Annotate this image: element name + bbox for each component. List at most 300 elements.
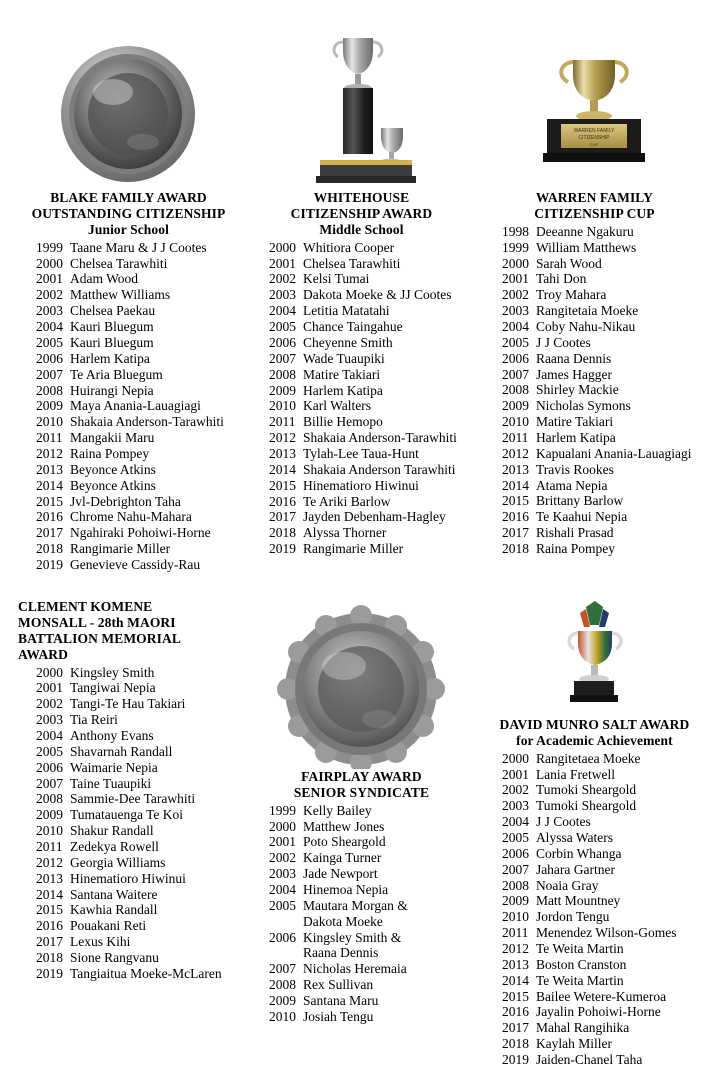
entry-name: Kapualani Anania-Lauagiagi [535, 445, 692, 461]
entry-name: Noaia Gray [535, 877, 599, 893]
entry-name: Taane Maru & J J Cootes [70, 239, 207, 255]
list-item [502, 509, 705, 525]
entry-name: Jade Newport [302, 866, 378, 882]
entry-year: 2003 [268, 866, 296, 882]
list-item [502, 398, 705, 414]
list-item [502, 240, 705, 256]
row-spacer [12, 573, 711, 599]
entry-name: Te Weita Martin [535, 940, 624, 956]
entry-year: 2016 [501, 509, 529, 525]
entry-name: Menendez Wilson-Gomes [535, 925, 677, 941]
list-item [36, 446, 239, 462]
list-item [36, 335, 239, 351]
entry-name: Santana Waitere [70, 886, 158, 902]
list-item [269, 240, 472, 256]
entry-year: 2019 [36, 965, 63, 981]
entry-year: 2004 [501, 814, 529, 830]
entry-year: 2002 [36, 287, 63, 303]
list-item [502, 814, 705, 830]
list-item [36, 414, 239, 430]
entry-year: 2006 [501, 350, 529, 366]
colourful-cup-trophy-icon [484, 599, 705, 717]
entry-name: Shavarnah Randall [70, 743, 173, 759]
list-item [36, 855, 239, 871]
list-item [36, 934, 239, 950]
list-item [502, 382, 705, 398]
entry-name: Jaiden-Chanel Taha [535, 1051, 643, 1067]
award-column-blake [12, 10, 245, 573]
entry-name: Harlem Katipa [535, 430, 616, 446]
svg-text:CITIZENSHIP: CITIZENSHIP [578, 135, 610, 141]
entry-name: Brittany Barlow [535, 493, 624, 509]
list-item [502, 1052, 705, 1068]
entry-year: 2016 [36, 509, 63, 525]
award-column-david-munro [478, 599, 711, 1068]
list-item [269, 335, 472, 351]
award-entries-clement [18, 665, 239, 982]
list-item [269, 367, 472, 383]
entry-name: Rangitetaia Moeke [535, 303, 639, 319]
entry-year: 2014 [36, 886, 63, 902]
entry-name: Santana Maru [302, 992, 379, 1008]
award-title-david-munro [499, 717, 689, 749]
list-item [502, 1036, 705, 1052]
entry-name: Chrome Nahu-Mahara [70, 509, 192, 525]
entry-name: Bailee Wetere-Kumeroa [535, 988, 667, 1004]
entry-name: Adam Wood [70, 271, 139, 287]
entry-year: 2019 [501, 1051, 529, 1067]
entry-year: 2015 [36, 902, 63, 918]
entry-name: Dakota Moeke [302, 913, 383, 929]
list-item [269, 930, 472, 946]
list-item [502, 462, 705, 478]
entry-name: Beyonce Atkins [70, 477, 156, 493]
entry-name: Corbin Whanga [535, 845, 622, 861]
entry-name: Anthony Evans [70, 727, 154, 743]
entry-year: 2006 [36, 759, 63, 775]
list-item [36, 823, 239, 839]
entry-name: James Hagger [535, 366, 613, 382]
entry-year: 2008 [501, 877, 529, 893]
entry-year: 2007 [268, 961, 296, 977]
entry-name: Kaylah Miller [535, 1036, 613, 1052]
list-item [36, 398, 239, 414]
award-warren-family-cup [484, 10, 705, 557]
entry-name: Matthew Jones [302, 818, 385, 834]
entry-year: 2004 [501, 319, 529, 334]
entry-year: 2015 [268, 477, 296, 493]
entry-year: 2002 [268, 850, 296, 866]
list-item [36, 367, 239, 383]
list-item [502, 414, 705, 430]
list-item [502, 256, 705, 272]
entry-year: 2012 [36, 854, 63, 870]
entry-year: 2000 [268, 239, 296, 255]
entry-year: 1999 [501, 239, 529, 255]
award-title-line: BLAKE FAMILY AWARD [50, 190, 207, 205]
list-item [269, 898, 472, 914]
entry-name: Tumoki Sheargold [535, 782, 637, 798]
list-item [36, 240, 239, 256]
award-title-line: WARREN FAMILY [535, 190, 654, 205]
list-item [36, 887, 239, 903]
entry-name: Te Kaahui Nepia [535, 509, 628, 525]
list-item [502, 478, 705, 494]
entry-year: 2018 [268, 525, 296, 541]
list-item [36, 494, 239, 510]
entry-name: Sione Rangvanu [70, 949, 159, 965]
entry-name: Matire Takiari [535, 414, 614, 430]
entry-name: Troy Mahara [535, 287, 607, 303]
list-item [502, 446, 705, 462]
entry-year: 2018 [501, 541, 529, 557]
entry-year: 2001 [501, 766, 529, 782]
entry-name: Lania Fretwell [535, 766, 616, 782]
award-entries-fairplay [251, 803, 472, 1025]
entry-year: 2010 [36, 414, 63, 430]
list-item [36, 509, 239, 525]
entry-year: 2008 [268, 366, 296, 382]
entry-name: William Matthews [535, 239, 637, 255]
award-title-line: MONSALL - 28th MAORI [18, 614, 176, 630]
entry-name: Kingsley Smith [70, 664, 155, 680]
entry-name: Raana Dennis [302, 945, 379, 961]
list-item [502, 1004, 705, 1020]
award-title-line: CITIZENSHIP CUP [534, 205, 655, 221]
two-cup-trophy-on-plinth-icon [251, 10, 472, 190]
list-item [36, 680, 239, 696]
entry-name: Tangi-Te Hau Takiari [70, 696, 186, 712]
entry-year: 2001 [36, 680, 63, 696]
award-entries-david-munro [484, 751, 705, 1068]
entry-name: Raina Pompey [70, 445, 150, 461]
entry-year: 2008 [268, 977, 296, 993]
list-item [36, 351, 239, 367]
entry-name: Nicholas Heremaia [302, 961, 407, 977]
entry-year: 2010 [268, 1008, 296, 1024]
list-item [269, 945, 472, 961]
entry-name: Pouakani Reti [70, 918, 147, 934]
list-item [269, 866, 472, 882]
svg-text:WARREN FAMILY: WARREN FAMILY [574, 128, 615, 134]
entry-name: Harlem Katipa [70, 350, 150, 366]
svg-text:CUP: CUP [590, 142, 599, 147]
entry-year: 2003 [501, 798, 529, 814]
entry-name: Jordon Tengu [535, 909, 610, 925]
list-item [502, 798, 705, 814]
entry-year: 2010 [268, 398, 296, 414]
award-title-warren [534, 190, 654, 222]
list-item [36, 287, 239, 303]
list-item [36, 478, 239, 494]
list-item [36, 462, 239, 478]
award-title-fairplay [294, 769, 429, 801]
entry-name: Shakur Randall [70, 823, 154, 839]
entry-name: Jayalin Pohoiwi-Horne [535, 1004, 661, 1020]
entry-name: Matthew Williams [70, 287, 171, 303]
entry-year: 2000 [36, 664, 63, 680]
entry-year: 2016 [268, 493, 296, 509]
list-item [269, 819, 472, 835]
entry-name: Mautara Morgan & [302, 897, 408, 913]
entry-year: 2009 [501, 893, 529, 909]
entry-name: Boston Cranston [535, 956, 627, 972]
entry-year: 2014 [36, 477, 63, 493]
list-item [502, 367, 705, 383]
award-title-line: SENIOR SYNDICATE [293, 784, 430, 800]
entry-year: 2017 [36, 934, 63, 950]
list-item [36, 918, 239, 934]
entry-year: 2011 [501, 430, 529, 446]
entry-year: 2003 [268, 287, 296, 303]
awards-row-top [12, 10, 711, 573]
award-blake-family [18, 10, 239, 573]
entry-year: 1998 [501, 223, 529, 239]
entry-year: 2001 [501, 271, 529, 287]
entry-year: 2012 [36, 445, 63, 461]
entry-year: 2014 [501, 477, 529, 493]
award-title-line: CLEMENT KOMENE [18, 598, 153, 614]
entry-year: 2005 [36, 334, 63, 350]
entry-year: 2019 [268, 541, 296, 557]
list-item [269, 256, 472, 272]
list-item [36, 760, 239, 776]
entry-year: 2004 [36, 727, 63, 743]
entry-year: 2001 [268, 834, 296, 850]
entry-name: Harlem Katipa [302, 382, 383, 398]
entry-year: 2005 [501, 829, 529, 845]
entry-name: Rangimarie Miller [70, 541, 171, 557]
gold-cup-on-black-plinth-icon [484, 10, 705, 190]
list-item [502, 925, 705, 941]
award-clement-komene-monsall [18, 599, 239, 982]
entry-name: Hinematioro Hiwinui [302, 477, 419, 493]
entry-name: Jvl-Debrighton Taha [70, 493, 181, 509]
entry-name: Wade Tuaupiki [302, 350, 385, 366]
list-item [269, 319, 472, 335]
list-item [269, 398, 472, 414]
list-item [269, 914, 472, 930]
entry-name: Chance Taingahue [302, 319, 403, 335]
entry-year: 2010 [501, 909, 529, 925]
entry-name: Whitiora Cooper [302, 239, 395, 255]
entry-year: 2011 [36, 838, 63, 854]
entry-name: Jahara Gartner [535, 861, 616, 877]
entry-year: 2009 [36, 398, 63, 414]
entry-year: 2008 [36, 791, 63, 807]
list-item [502, 957, 705, 973]
entry-name: Kawhia Randall [70, 902, 158, 918]
list-item [36, 950, 239, 966]
entry-year: 2014 [268, 461, 296, 477]
entry-year: 2008 [501, 382, 529, 398]
entry-name: Kelsi Tumai [302, 271, 370, 287]
list-item [269, 430, 472, 446]
entry-name: Hinematioro Hiwinui [70, 870, 186, 886]
list-item [36, 430, 239, 446]
entry-year: 2012 [501, 940, 529, 956]
list-item [269, 834, 472, 850]
list-item [269, 494, 472, 510]
entry-year: 2009 [268, 382, 296, 398]
list-item [269, 1009, 472, 1025]
entry-year: 2002 [36, 696, 63, 712]
list-item [502, 319, 705, 335]
list-item [36, 791, 239, 807]
entry-name: Josiah Tengu [302, 1008, 374, 1024]
entry-name: Travis Rookes [535, 461, 614, 477]
entry-year: 2009 [501, 398, 529, 414]
list-item [269, 993, 472, 1009]
list-item [269, 414, 472, 430]
list-item [269, 509, 472, 525]
list-item [502, 303, 705, 319]
entry-name: Kingsley Smith & [302, 929, 402, 945]
entry-name: Tangiwai Nepia [70, 680, 156, 696]
entry-year: 2010 [501, 414, 529, 430]
entry-year: 2001 [268, 255, 296, 271]
list-item [269, 525, 472, 541]
entry-year: 2013 [501, 956, 529, 972]
entry-name: Kauri Bluegum [70, 334, 154, 350]
entry-name: Maya Anania-Lauagiagi [70, 398, 201, 414]
entry-name: Tia Reiri [70, 712, 118, 728]
entry-name: J J Cootes [535, 814, 591, 830]
entry-year: 2011 [501, 925, 529, 941]
entry-year: 2013 [36, 461, 63, 477]
entry-year: 2003 [36, 712, 63, 728]
entry-name: Shakaia Anderson Tarawhiti [302, 461, 456, 477]
list-item [269, 462, 472, 478]
list-item [36, 256, 239, 272]
list-item [269, 271, 472, 287]
entry-year: 2007 [36, 775, 63, 791]
award-fairplay-senior-syndicate [251, 599, 472, 1025]
entry-year: 2003 [501, 303, 529, 319]
award-title-line: CITIZENSHIP AWARD [290, 205, 433, 221]
entry-name: Waimarie Nepia [70, 759, 158, 775]
list-item [502, 493, 705, 509]
entry-name: Genevieve Cassidy-Rau [70, 556, 201, 572]
list-item [502, 751, 705, 767]
entry-year: 2005 [501, 334, 529, 350]
award-column-whitehouse [245, 10, 478, 573]
entry-name: Billie Hemopo [302, 414, 383, 430]
list-item [502, 941, 705, 957]
entry-name: Te Ariki Barlow [302, 493, 391, 509]
list-item [502, 830, 705, 846]
entry-year: 2013 [36, 870, 63, 886]
entry-name: Deeanne Ngakuru [535, 223, 634, 239]
entry-year: 2009 [36, 807, 63, 823]
entry-year: 2004 [268, 303, 296, 319]
entry-year: 2007 [36, 366, 63, 382]
entry-name: Te Weita Martin [535, 972, 624, 988]
entry-name: Poto Sheargold [302, 834, 386, 850]
entry-year: 2016 [36, 918, 63, 934]
entry-name: Cheyenne Smith [302, 334, 393, 350]
list-item [36, 728, 239, 744]
entry-year: 2000 [268, 818, 296, 834]
list-item [502, 878, 705, 894]
entry-name: Ngahiraki Pohoiwi-Horne [70, 525, 211, 541]
list-item [36, 744, 239, 760]
entry-year: 2000 [501, 750, 529, 766]
list-item [502, 335, 705, 351]
entry-name: Matire Takiari [302, 366, 381, 382]
entry-name: Tylah-Lee Taua-Hunt [302, 445, 419, 461]
award-title-line: FAIRPLAY AWARD [301, 768, 422, 784]
entry-year: 2017 [501, 525, 529, 541]
entry-year: 2015 [501, 493, 529, 509]
entry-year: 2001 [36, 271, 63, 287]
list-item [36, 525, 239, 541]
entry-name: Raana Dennis [535, 350, 612, 366]
entry-year: 2006 [36, 350, 63, 366]
list-item [502, 782, 705, 798]
entry-name: Tahi Don [535, 271, 587, 287]
entry-year: 2013 [268, 445, 296, 461]
entry-year: 2018 [36, 541, 63, 557]
entry-name: Te Aria Bluegum [70, 366, 163, 382]
entry-name: Shirley Mackie [535, 382, 619, 398]
list-item [269, 383, 472, 399]
entry-name: Tumatauenga Te Koi [70, 807, 184, 823]
scalloped-silver-salver-icon [251, 599, 472, 769]
entry-name: Chelsea Paekau [70, 303, 156, 319]
entry-year: 2005 [268, 319, 296, 335]
entry-year: 2018 [501, 1036, 529, 1052]
award-title-line: BATTALION MEMORIAL [18, 630, 181, 646]
award-title-line: Junior School [88, 221, 169, 237]
entry-name: Dakota Moeke & JJ Cootes [302, 287, 452, 303]
award-title-line: DAVID MUNRO SALT AWARD [499, 716, 690, 732]
award-title-line: OUTSTANDING CITIZENSHIP [31, 205, 226, 221]
entry-year: 2004 [36, 319, 63, 335]
entry-year: 2012 [268, 430, 296, 446]
entry-year: 2008 [36, 382, 63, 398]
entry-name: Nicholas Symons [535, 398, 631, 414]
award-entries-warren [484, 224, 705, 557]
entry-year: 2011 [36, 430, 63, 446]
list-item [269, 882, 472, 898]
entry-year: 2009 [268, 992, 296, 1008]
entry-name: Matt Mountney [535, 893, 621, 909]
list-item [36, 712, 239, 728]
entry-name: Alyssa Thorner [302, 525, 387, 541]
awards-row-bottom [12, 599, 711, 1068]
list-item [502, 430, 705, 446]
entry-name: Hinemoa Nepia [302, 881, 389, 897]
entry-year: 2017 [268, 509, 296, 525]
entry-name: Jayden Debenham-Hagley [302, 509, 446, 525]
entry-name: Shakaia Anderson-Tarawhiti [70, 414, 224, 430]
list-item [269, 303, 472, 319]
entry-name: Karl Walters [302, 398, 371, 414]
list-item [502, 541, 705, 557]
entry-name: Kainga Turner [302, 850, 382, 866]
list-item [269, 977, 472, 993]
entry-year: 2019 [36, 556, 63, 572]
list-item [269, 287, 472, 303]
silver-salver-trophy-icon [18, 10, 239, 190]
list-item [502, 287, 705, 303]
entry-year: 2006 [268, 334, 296, 350]
list-item [502, 224, 705, 240]
entry-year: 2007 [268, 350, 296, 366]
entry-year: 2004 [268, 881, 296, 897]
list-item [269, 351, 472, 367]
